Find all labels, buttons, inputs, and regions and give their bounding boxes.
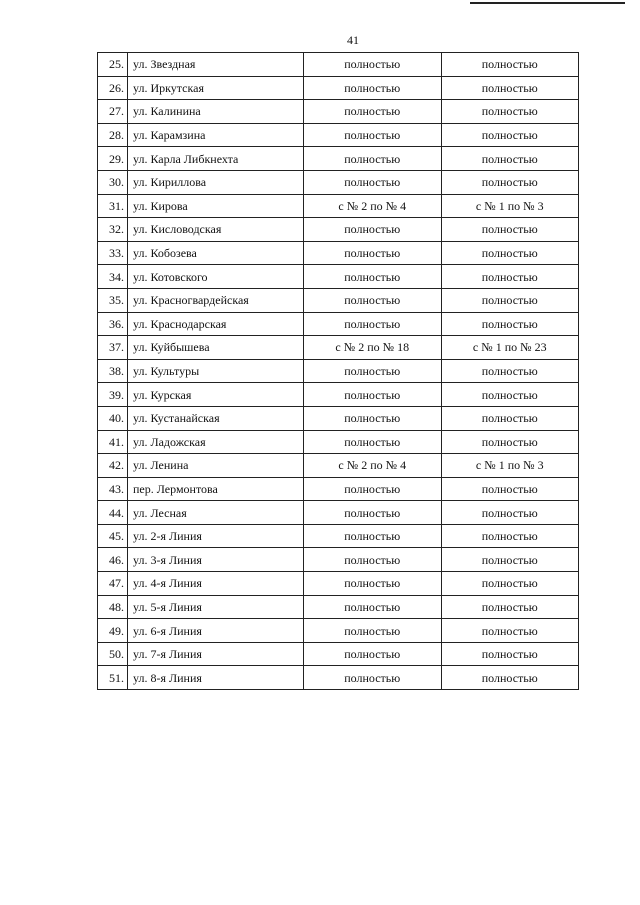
even-houses: полностью	[304, 406, 442, 430]
street-name: ул. 7-я Линия	[128, 642, 304, 666]
street-name: ул. Кирова	[128, 194, 304, 218]
row-number: 37.	[98, 336, 128, 360]
even-houses: полностью	[304, 383, 442, 407]
street-name: ул. Кустанайская	[128, 406, 304, 430]
even-houses: полностью	[304, 241, 442, 265]
table-row	[98, 265, 579, 289]
row-number: 31.	[98, 194, 128, 218]
street-name: ул. Краснодарская	[128, 312, 304, 336]
table-row	[98, 76, 579, 100]
odd-houses: полностью	[441, 288, 579, 312]
odd-houses: полностью	[441, 359, 579, 383]
even-houses: полностью	[304, 265, 442, 289]
even-houses: полностью	[304, 218, 442, 242]
street-name: ул. Кисловодская	[128, 218, 304, 242]
row-number: 33.	[98, 241, 128, 265]
row-number: 29.	[98, 147, 128, 171]
row-number: 35.	[98, 288, 128, 312]
odd-houses: полностью	[441, 477, 579, 501]
table-row	[98, 100, 579, 124]
row-number: 46.	[98, 548, 128, 572]
odd-houses: полностью	[441, 572, 579, 596]
table-row	[98, 642, 579, 666]
street-name: ул. Кириллова	[128, 170, 304, 194]
street-name: ул. 8-я Линия	[128, 666, 304, 690]
odd-houses: полностью	[441, 666, 579, 690]
street-name: ул. 5-я Линия	[128, 595, 304, 619]
odd-houses: полностью	[441, 619, 579, 643]
odd-houses: полностью	[441, 218, 579, 242]
odd-houses: полностью	[441, 265, 579, 289]
row-number: 36.	[98, 312, 128, 336]
even-houses: полностью	[304, 170, 442, 194]
even-houses: полностью	[304, 76, 442, 100]
odd-houses: полностью	[441, 123, 579, 147]
odd-houses: полностью	[441, 548, 579, 572]
even-houses: с № 2 по № 18	[304, 336, 442, 360]
street-name: ул. Куйбышева	[128, 336, 304, 360]
street-name: пер. Лермонтова	[128, 477, 304, 501]
odd-houses: полностью	[441, 53, 579, 77]
table-row	[98, 406, 579, 430]
odd-houses: с № 1 по № 23	[441, 336, 579, 360]
even-houses: полностью	[304, 123, 442, 147]
even-houses: полностью	[304, 501, 442, 525]
table-row	[98, 501, 579, 525]
row-number: 25.	[98, 53, 128, 77]
row-number: 47.	[98, 572, 128, 596]
table-row	[98, 241, 579, 265]
row-number: 43.	[98, 477, 128, 501]
table-row	[98, 336, 579, 360]
table-row	[98, 53, 579, 77]
even-houses: полностью	[304, 53, 442, 77]
even-houses: с № 2 по № 4	[304, 454, 442, 478]
table-row	[98, 666, 579, 690]
odd-houses: полностью	[441, 241, 579, 265]
row-number: 27.	[98, 100, 128, 124]
row-number: 41.	[98, 430, 128, 454]
street-name: ул. Культуры	[128, 359, 304, 383]
table-row	[98, 524, 579, 548]
street-name: ул. Карла Либкнехта	[128, 147, 304, 171]
odd-houses: с № 1 по № 3	[441, 194, 579, 218]
odd-houses: полностью	[441, 170, 579, 194]
street-name: ул. Иркутская	[128, 76, 304, 100]
even-houses: полностью	[304, 312, 442, 336]
corner-rule	[470, 2, 625, 4]
even-houses: полностью	[304, 642, 442, 666]
even-houses: полностью	[304, 477, 442, 501]
odd-houses: полностью	[441, 383, 579, 407]
street-name: ул. 6-я Линия	[128, 619, 304, 643]
even-houses: полностью	[304, 619, 442, 643]
odd-houses: полностью	[441, 524, 579, 548]
row-number: 26.	[98, 76, 128, 100]
row-number: 49.	[98, 619, 128, 643]
street-name: ул. Ладожская	[128, 430, 304, 454]
odd-houses: полностью	[441, 430, 579, 454]
table-row	[98, 170, 579, 194]
table-row	[98, 147, 579, 171]
row-number: 45.	[98, 524, 128, 548]
odd-houses: с № 1 по № 3	[441, 454, 579, 478]
street-name: ул. Котовского	[128, 265, 304, 289]
streets-table-body	[98, 53, 579, 690]
table-row	[98, 572, 579, 596]
table-row	[98, 454, 579, 478]
page-number: 41	[347, 33, 359, 47]
table-row	[98, 194, 579, 218]
street-name: ул. Ленина	[128, 454, 304, 478]
row-number: 38.	[98, 359, 128, 383]
odd-houses: полностью	[441, 100, 579, 124]
table-row	[98, 383, 579, 407]
row-number: 28.	[98, 123, 128, 147]
even-houses: полностью	[304, 288, 442, 312]
street-name: ул. Карамзина	[128, 123, 304, 147]
even-houses: полностью	[304, 147, 442, 171]
table-row	[98, 288, 579, 312]
street-name: ул. Лесная	[128, 501, 304, 525]
table-row	[98, 312, 579, 336]
even-houses: полностью	[304, 430, 442, 454]
table-row	[98, 430, 579, 454]
table-row	[98, 123, 579, 147]
even-houses: полностью	[304, 524, 442, 548]
row-number: 50.	[98, 642, 128, 666]
even-houses: полностью	[304, 595, 442, 619]
odd-houses: полностью	[441, 642, 579, 666]
table-row	[98, 619, 579, 643]
odd-houses: полностью	[441, 147, 579, 171]
row-number: 42.	[98, 454, 128, 478]
streets-table	[97, 52, 579, 690]
row-number: 44.	[98, 501, 128, 525]
table-row	[98, 595, 579, 619]
street-name: ул. Звездная	[128, 53, 304, 77]
row-number: 30.	[98, 170, 128, 194]
street-name: ул. 4-я Линия	[128, 572, 304, 596]
street-name: ул. 2-я Линия	[128, 524, 304, 548]
row-number: 40.	[98, 406, 128, 430]
even-houses: с № 2 по № 4	[304, 194, 442, 218]
row-number: 34.	[98, 265, 128, 289]
table-row	[98, 548, 579, 572]
odd-houses: полностью	[441, 312, 579, 336]
row-number: 32.	[98, 218, 128, 242]
table-row	[98, 218, 579, 242]
street-name: ул. Кобозева	[128, 241, 304, 265]
row-number: 39.	[98, 383, 128, 407]
odd-houses: полностью	[441, 501, 579, 525]
table-row	[98, 359, 579, 383]
odd-houses: полностью	[441, 76, 579, 100]
odd-houses: полностью	[441, 406, 579, 430]
even-houses: полностью	[304, 572, 442, 596]
table-row	[98, 477, 579, 501]
even-houses: полностью	[304, 359, 442, 383]
even-houses: полностью	[304, 100, 442, 124]
street-name: ул. Курская	[128, 383, 304, 407]
even-houses: полностью	[304, 666, 442, 690]
street-name: ул. Красногвардейская	[128, 288, 304, 312]
street-name: ул. 3-я Линия	[128, 548, 304, 572]
odd-houses: полностью	[441, 595, 579, 619]
street-name: ул. Калинина	[128, 100, 304, 124]
row-number: 51.	[98, 666, 128, 690]
row-number: 48.	[98, 595, 128, 619]
even-houses: полностью	[304, 548, 442, 572]
